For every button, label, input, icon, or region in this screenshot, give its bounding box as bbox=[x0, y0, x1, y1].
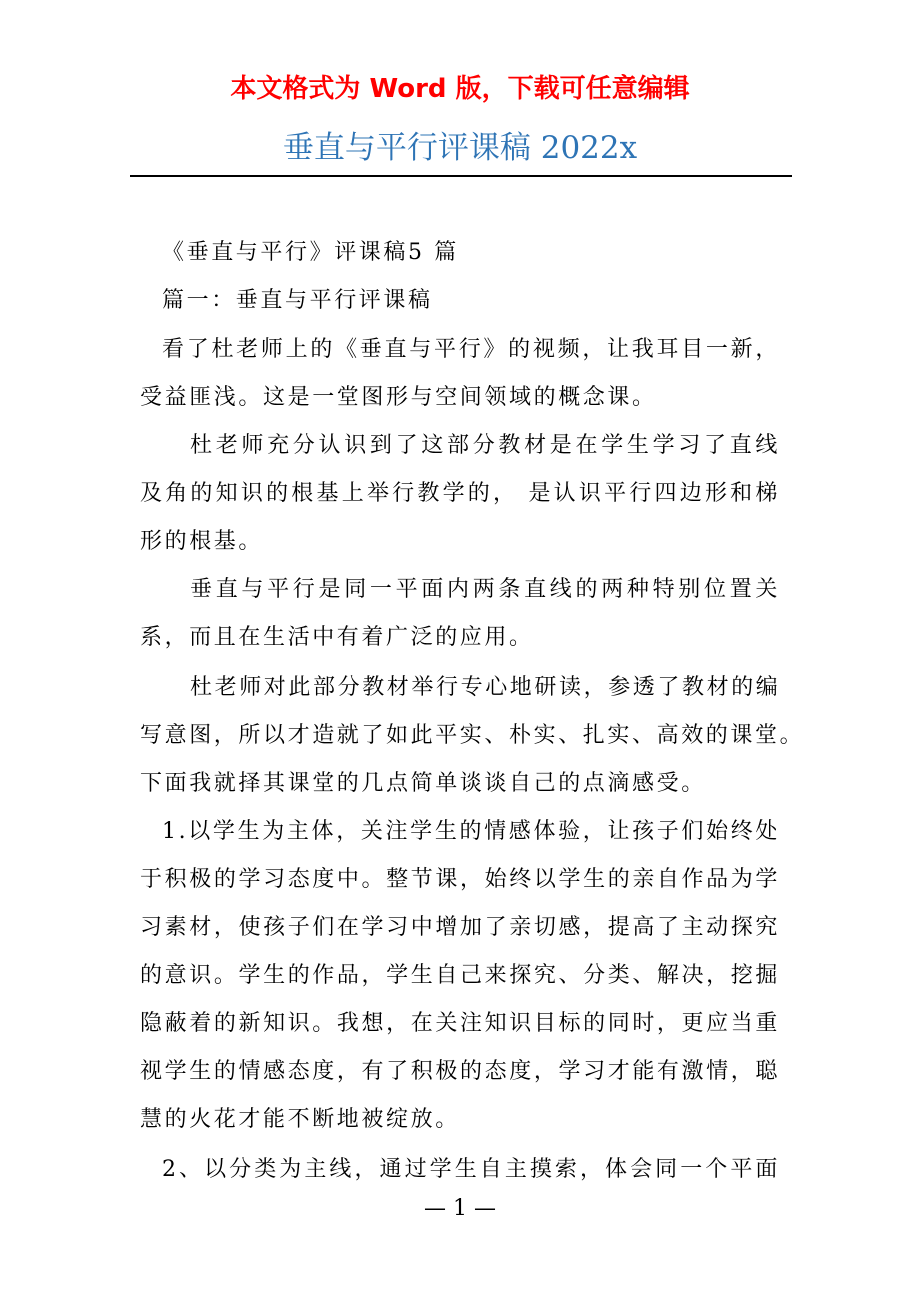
paragraph-line: 杜老师对此部分教材举行专心地研读，参透了教材的编 bbox=[190, 675, 781, 700]
paragraph-line: 视学生的情感态度，有了积极的态度，学习才能有激情，聪 bbox=[140, 1059, 780, 1084]
editable-notice: 本文格式为 Word 版，下载可任意编辑 bbox=[230, 74, 690, 104]
paragraph-line: 写意图，所以才造就了如此平实、朴实、扎实、高效的课堂。 bbox=[140, 723, 805, 748]
subtitle: 《垂直与平行》评课稿5 篇 bbox=[162, 240, 459, 265]
section-heading: 篇一：垂直与平行评课稿 bbox=[162, 288, 433, 313]
paragraph-line: 受益匪浅。这是一堂图形与空间领域的概念课。 bbox=[140, 385, 657, 410]
document-title: 垂直与平行评课稿 2022x bbox=[282, 130, 638, 166]
header-divider bbox=[130, 175, 792, 177]
paragraph-line: 2、以分类为主线，通过学生自主摸索，体会同一个平面 bbox=[162, 1157, 780, 1182]
paragraph-line: 及角的知识的根基上举行教学的， 是认识平行四边形和梯 bbox=[140, 481, 780, 506]
paragraph-line: 形的根基。 bbox=[140, 529, 264, 554]
paragraph-line: 1.以学生为主体，关注学生的情感体验，让孩子们始终处 bbox=[162, 819, 780, 844]
paragraph-line: 慧的火花才能不断地被绽放。 bbox=[140, 1107, 460, 1132]
paragraph-line: 系，而且在生活中有着广泛的应用。 bbox=[140, 625, 534, 650]
paragraph-line: 垂直与平行是同一平面内两条直线的两种特别位置关 bbox=[190, 577, 780, 602]
page-number: — 1 — bbox=[424, 1196, 496, 1221]
paragraph-line: 习素材，使孩子们在学习中增加了亲切感，提高了主动探究 bbox=[140, 915, 780, 940]
paragraph-line: 的意识。学生的作品，学生自己来探究、分类、解决，挖掘 bbox=[140, 963, 780, 988]
paragraph-line: 看了杜老师上的《垂直与平行》的视频，让我耳目一新， bbox=[162, 337, 780, 362]
paragraph-line: 隐蔽着的新知识。我想，在关注知识目标的同时，更应当重 bbox=[140, 1011, 780, 1036]
paragraph-line: 下面我就择其课堂的几点简单谈谈自己的点滴感受。 bbox=[140, 771, 706, 796]
paragraph-line: 于积极的学习态度中。整节课，始终以学生的亲自作品为学 bbox=[140, 867, 780, 892]
paragraph-line: 杜老师充分认识到了这部分教材是在学生学习了直线 bbox=[190, 433, 780, 458]
